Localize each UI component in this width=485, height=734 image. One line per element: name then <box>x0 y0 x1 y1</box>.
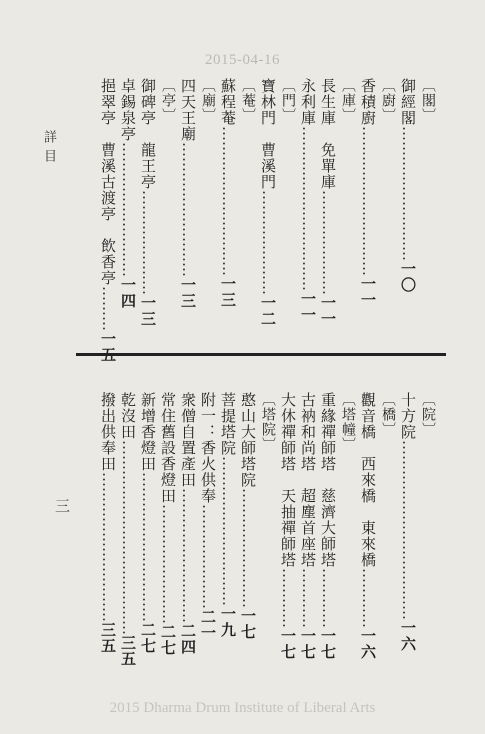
toc-entry <box>140 392 156 672</box>
toc-entry <box>400 78 416 348</box>
toc-entry <box>260 78 276 348</box>
toc-entry-title: 香積廚 <box>359 78 377 126</box>
toc-page-number: 一九 <box>219 606 237 638</box>
toc-entry-title: 憨山大師塔院 <box>239 392 257 488</box>
toc-section-heading <box>340 392 356 672</box>
leader-dots: ………… <box>359 568 377 628</box>
toc-entry-title: 〔庫〕 <box>340 78 356 123</box>
leader-dots: ……………………… <box>179 488 197 623</box>
toc-entry <box>100 392 116 672</box>
toc-entry <box>300 78 316 348</box>
leader-dots: ………………………… <box>219 126 237 276</box>
toc-entry <box>320 392 336 672</box>
leader-dots: ……………………………… <box>399 440 417 620</box>
toc-page-number: 一三 <box>179 277 197 309</box>
toc-entry-title: 〔廚〕 <box>380 78 396 123</box>
toc-page-number: 二七 <box>159 624 177 656</box>
toc-entry-title: 御經閣 <box>399 78 417 126</box>
toc-page-number: 二七 <box>139 622 157 654</box>
toc-section-heading <box>240 78 256 348</box>
toc-entry-title: 重緣禪師塔 慈濟大師塔 <box>319 392 337 568</box>
toc-entry <box>200 392 216 672</box>
leader-dots: ………………… <box>139 190 157 295</box>
toc-page-number: 一六 <box>359 628 377 660</box>
leader-dots: ………………… <box>259 190 277 295</box>
toc-entry-title: 古衲和尚塔 超塵首座塔 <box>299 392 317 568</box>
toc-entry <box>300 392 316 672</box>
toc-section-heading <box>260 392 276 672</box>
toc-entry-title: 附一：香火供奉 <box>199 392 217 504</box>
toc-entry <box>180 392 196 672</box>
toc-section-heading <box>380 392 396 672</box>
toc-entry-title: 大休禪師塔 天抽禪師塔 <box>279 392 297 568</box>
toc-section-heading <box>420 78 436 348</box>
toc-entry-title: 四天王廟 <box>179 78 197 142</box>
leader-dots: ………… <box>279 568 297 628</box>
toc-entry <box>180 78 196 348</box>
leader-dots: ……… <box>99 286 117 331</box>
toc-entry-title: 衆僧自置產田 <box>179 392 197 488</box>
leader-dots: ………………………… <box>99 472 117 622</box>
toc-page-number: 一〇 <box>399 261 417 293</box>
toc-page-number: 三五 <box>119 635 137 667</box>
toc-page-number: 二一 <box>199 609 217 641</box>
toc-entry <box>360 78 376 348</box>
toc-entry <box>360 392 376 672</box>
section-divider <box>76 353 446 356</box>
toc-entry-title: 〔廟〕 <box>200 78 216 123</box>
leader-dots: ………… <box>319 568 337 628</box>
toc-entry <box>140 78 156 348</box>
toc-entry-title: 永利庫 <box>299 78 317 126</box>
toc-entry-title: 十方院 <box>399 392 417 440</box>
toc-section-heading <box>420 392 436 672</box>
toc-entry <box>220 78 236 348</box>
toc-section-heading <box>160 78 176 348</box>
toc-entry <box>120 392 136 672</box>
toc-entry-title: 長生庫 免單庫 <box>319 78 337 190</box>
toc-page-number: 一七 <box>239 608 257 640</box>
toc-entry-title: 挹翠亭 曹溪古渡亭 飲香亭 <box>99 78 117 286</box>
toc-entry-title: 蘇程菴 <box>219 78 237 126</box>
toc-section-heading <box>380 78 396 348</box>
toc-page-number: 三五 <box>99 622 117 654</box>
running-header: 詳目 <box>41 130 56 168</box>
toc-page-number: 一一 <box>319 295 337 327</box>
toc-entry <box>220 392 236 672</box>
toc-section-heading <box>200 78 216 348</box>
toc-entry <box>99 78 117 363</box>
toc-entry <box>240 392 256 672</box>
leader-dots: ………………… <box>199 504 217 609</box>
toc-entry-title: 乾沒田 <box>119 392 137 440</box>
leader-dots: …………………… <box>239 488 257 608</box>
toc-entry-title: 〔橋〕 <box>380 392 396 437</box>
toc-page-number: 一四 <box>119 277 137 309</box>
toc-entry-title: 〔門〕 <box>280 78 296 123</box>
leader-dots: …………………………… <box>299 126 317 291</box>
toc-entry-title: 寶林門 曹溪門 <box>259 78 277 190</box>
toc-page-number: 一一 <box>359 276 377 308</box>
page-folio: 三 <box>53 498 71 513</box>
toc-section-heading <box>340 78 356 348</box>
leader-dots: ………………… <box>319 190 337 295</box>
toc-entry <box>400 392 416 672</box>
toc-entry-title: 菩提塔院 <box>219 392 237 456</box>
leader-dots: ……………………… <box>179 142 197 277</box>
toc-page-number: 一三 <box>139 295 157 327</box>
leader-dots: ……………………… <box>119 142 137 277</box>
leader-dots: ………………………… <box>139 472 157 622</box>
toc-entry-title: 新增香燈田 <box>139 392 157 472</box>
leader-dots: ……………………… <box>399 126 417 261</box>
toc-page-number: 一七 <box>319 628 337 660</box>
toc-page-number: 一六 <box>399 620 417 652</box>
toc-entry-title: 撥出供奉田 <box>99 392 117 472</box>
toc-entry <box>120 78 136 348</box>
toc-page-number: 一七 <box>279 628 297 660</box>
toc-entry <box>280 392 296 672</box>
toc-page-number: 一三 <box>219 276 237 308</box>
toc-entry-title: 〔閣〕 <box>420 78 436 123</box>
toc-page-number: 一七 <box>299 628 317 660</box>
leader-dots: ………………………… <box>359 126 377 276</box>
toc-entry-title: 〔菴〕 <box>240 78 256 123</box>
watermark: 2015 Dharma Drum Institute of Liberal Arts <box>109 700 376 716</box>
toc-entry-title: 〔亭〕 <box>160 78 176 123</box>
toc-entry-title: 〔院〕 <box>420 392 436 437</box>
toc-page-number: 二四 <box>179 623 197 655</box>
toc-page-number: 一二 <box>259 295 277 327</box>
toc-entry <box>320 78 336 348</box>
toc-entry-title: 卓錫泉亭 <box>119 78 137 142</box>
leader-dots: ………… <box>299 568 317 628</box>
leader-dots: ………………………… <box>219 456 237 606</box>
toc-section-heading <box>280 78 296 348</box>
toc-entry-title: 常住舊設香燈田 <box>159 392 177 504</box>
leader-dots: …………………… <box>159 504 177 624</box>
toc-page-number: 一一 <box>299 291 317 323</box>
leader-dots: ………………………………… <box>119 440 137 635</box>
toc-entry-title: 觀音橋 西來橋 東來橋 <box>359 392 377 568</box>
date-stamp: 2015-04-16 <box>205 52 280 68</box>
toc-entry <box>160 392 176 672</box>
toc-entry-title: 御碑亭 龍王亭 <box>139 78 157 190</box>
toc-page-number: 一五 <box>99 331 117 363</box>
toc-entry-title: 〔塔幢〕 <box>340 392 356 452</box>
toc-entry-title: 〔塔院〕 <box>260 392 276 452</box>
